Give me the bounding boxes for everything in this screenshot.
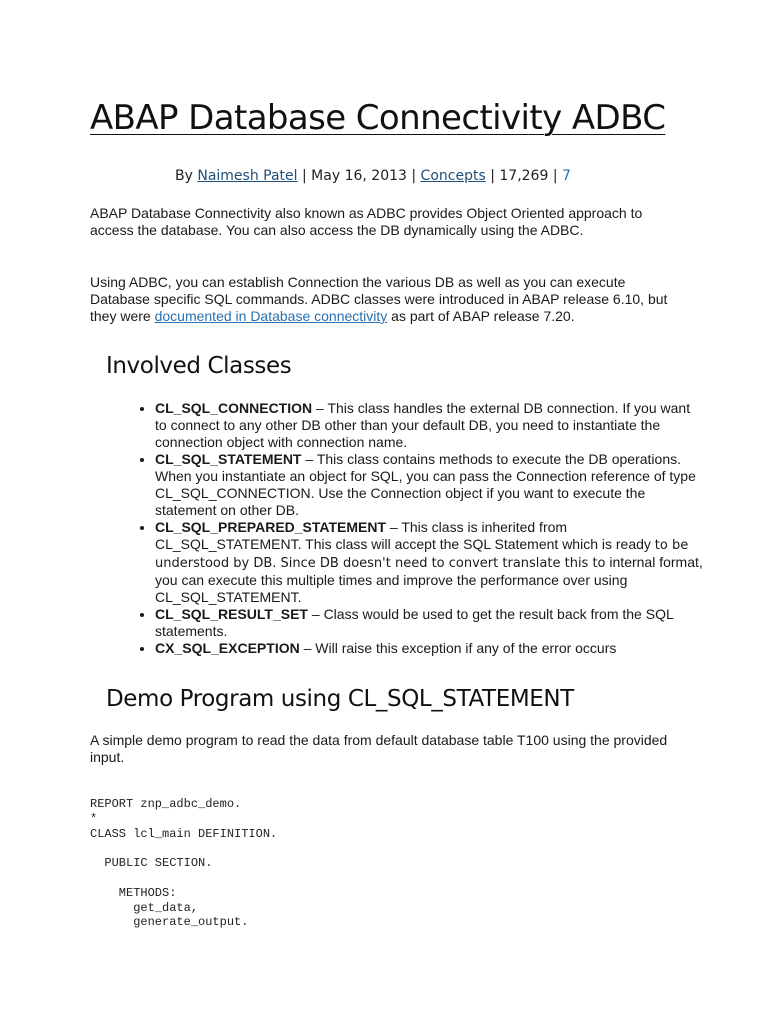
- article-title: ABAP Database Connectivity ADBC: [90, 98, 666, 138]
- author-link[interactable]: Naimesh Patel: [197, 168, 298, 184]
- class-description: – Will raise this exception if any of the error occurs: [299, 640, 617, 656]
- byline-separator: |: [548, 168, 562, 184]
- list-item: [155, 400, 703, 451]
- publish-date: May 16, 2013: [311, 168, 407, 184]
- byline-separator: |: [406, 168, 421, 184]
- class-name: CL_SQL_STATEMENT: [155, 451, 302, 467]
- class-description-end: internal format, you can execute this multiple times and improve the performance over using CL_SQL_STATEMENT.: [155, 554, 703, 605]
- class-description: – This class handles the external DB connection. If you want to connect to any other DB other than your default DB, you need to instantiate the connection object with connection name.: [155, 400, 691, 450]
- class-description-alt: to be understood by DB. Since DB doesn't need to convert translate this to: [155, 538, 689, 571]
- class-name: CL_SQL_CONNECTION: [155, 400, 313, 416]
- involved-classes-heading: Involved Classes: [106, 353, 292, 379]
- category-link[interactable]: Concepts: [420, 168, 486, 184]
- class-name: CL_SQL_PREPARED_STATEMENT: [155, 519, 387, 535]
- class-description: – This class is inherited from CL_SQL_STATEMENT. This class will accept the SQL Statement which is ready: [155, 519, 655, 552]
- byline-separator: |: [297, 168, 312, 184]
- documentation-link[interactable]: documented in Database connectivity: [154, 308, 388, 324]
- list-item: [155, 519, 703, 606]
- class-name: CL_SQL_RESULT_SET: [155, 606, 308, 622]
- adbc-paragraph-text-end: as part of ABAP release 7.20.: [387, 308, 575, 324]
- class-name: CX_SQL_EXCEPTION: [155, 640, 300, 656]
- list-item: [155, 640, 703, 657]
- byline-prefix: By: [175, 168, 198, 184]
- comments-link[interactable]: 7: [562, 168, 571, 184]
- adbc-paragraph-text: Using ADBC, you can establish Connection the various DB as well as you can execute Database specific SQL commands. ADBC classes were introduced in ABAP release 6.10, but they were: [90, 274, 668, 324]
- byline: [175, 168, 571, 184]
- classes-list: [132, 400, 703, 657]
- adbc-paragraph: [90, 274, 680, 325]
- list-item: [155, 606, 703, 640]
- code-block: REPORT znp_adbc_demo. * CLASS lcl_main DEFINITION. PUBLIC SECTION. METHODS: get_data, generate_output.: [90, 797, 278, 930]
- class-description: – Class would be used to get the result back from the SQL statements.: [155, 606, 674, 639]
- demo-program-heading: Demo Program using CL_SQL_STATEMENT: [106, 686, 574, 712]
- class-description: – This class contains methods to execute the DB operations. When you instantiate an object for SQL, you can pass the Connection reference of type CL_SQL_CONNECTION. Use the Connection object if you want to execute the statement on other DB.: [155, 451, 696, 518]
- view-count: 17,269: [499, 168, 549, 184]
- intro-paragraph: ABAP Database Connectivity also known as ADBC provides Object Oriented approach to access the database. You can also access the DB dynamically using the ADBC.: [90, 205, 643, 238]
- list-item: [155, 451, 703, 519]
- demo-intro-paragraph: A simple demo program to read the data from default database table T100 using the provided input.: [90, 732, 668, 765]
- byline-separator: |: [485, 168, 500, 184]
